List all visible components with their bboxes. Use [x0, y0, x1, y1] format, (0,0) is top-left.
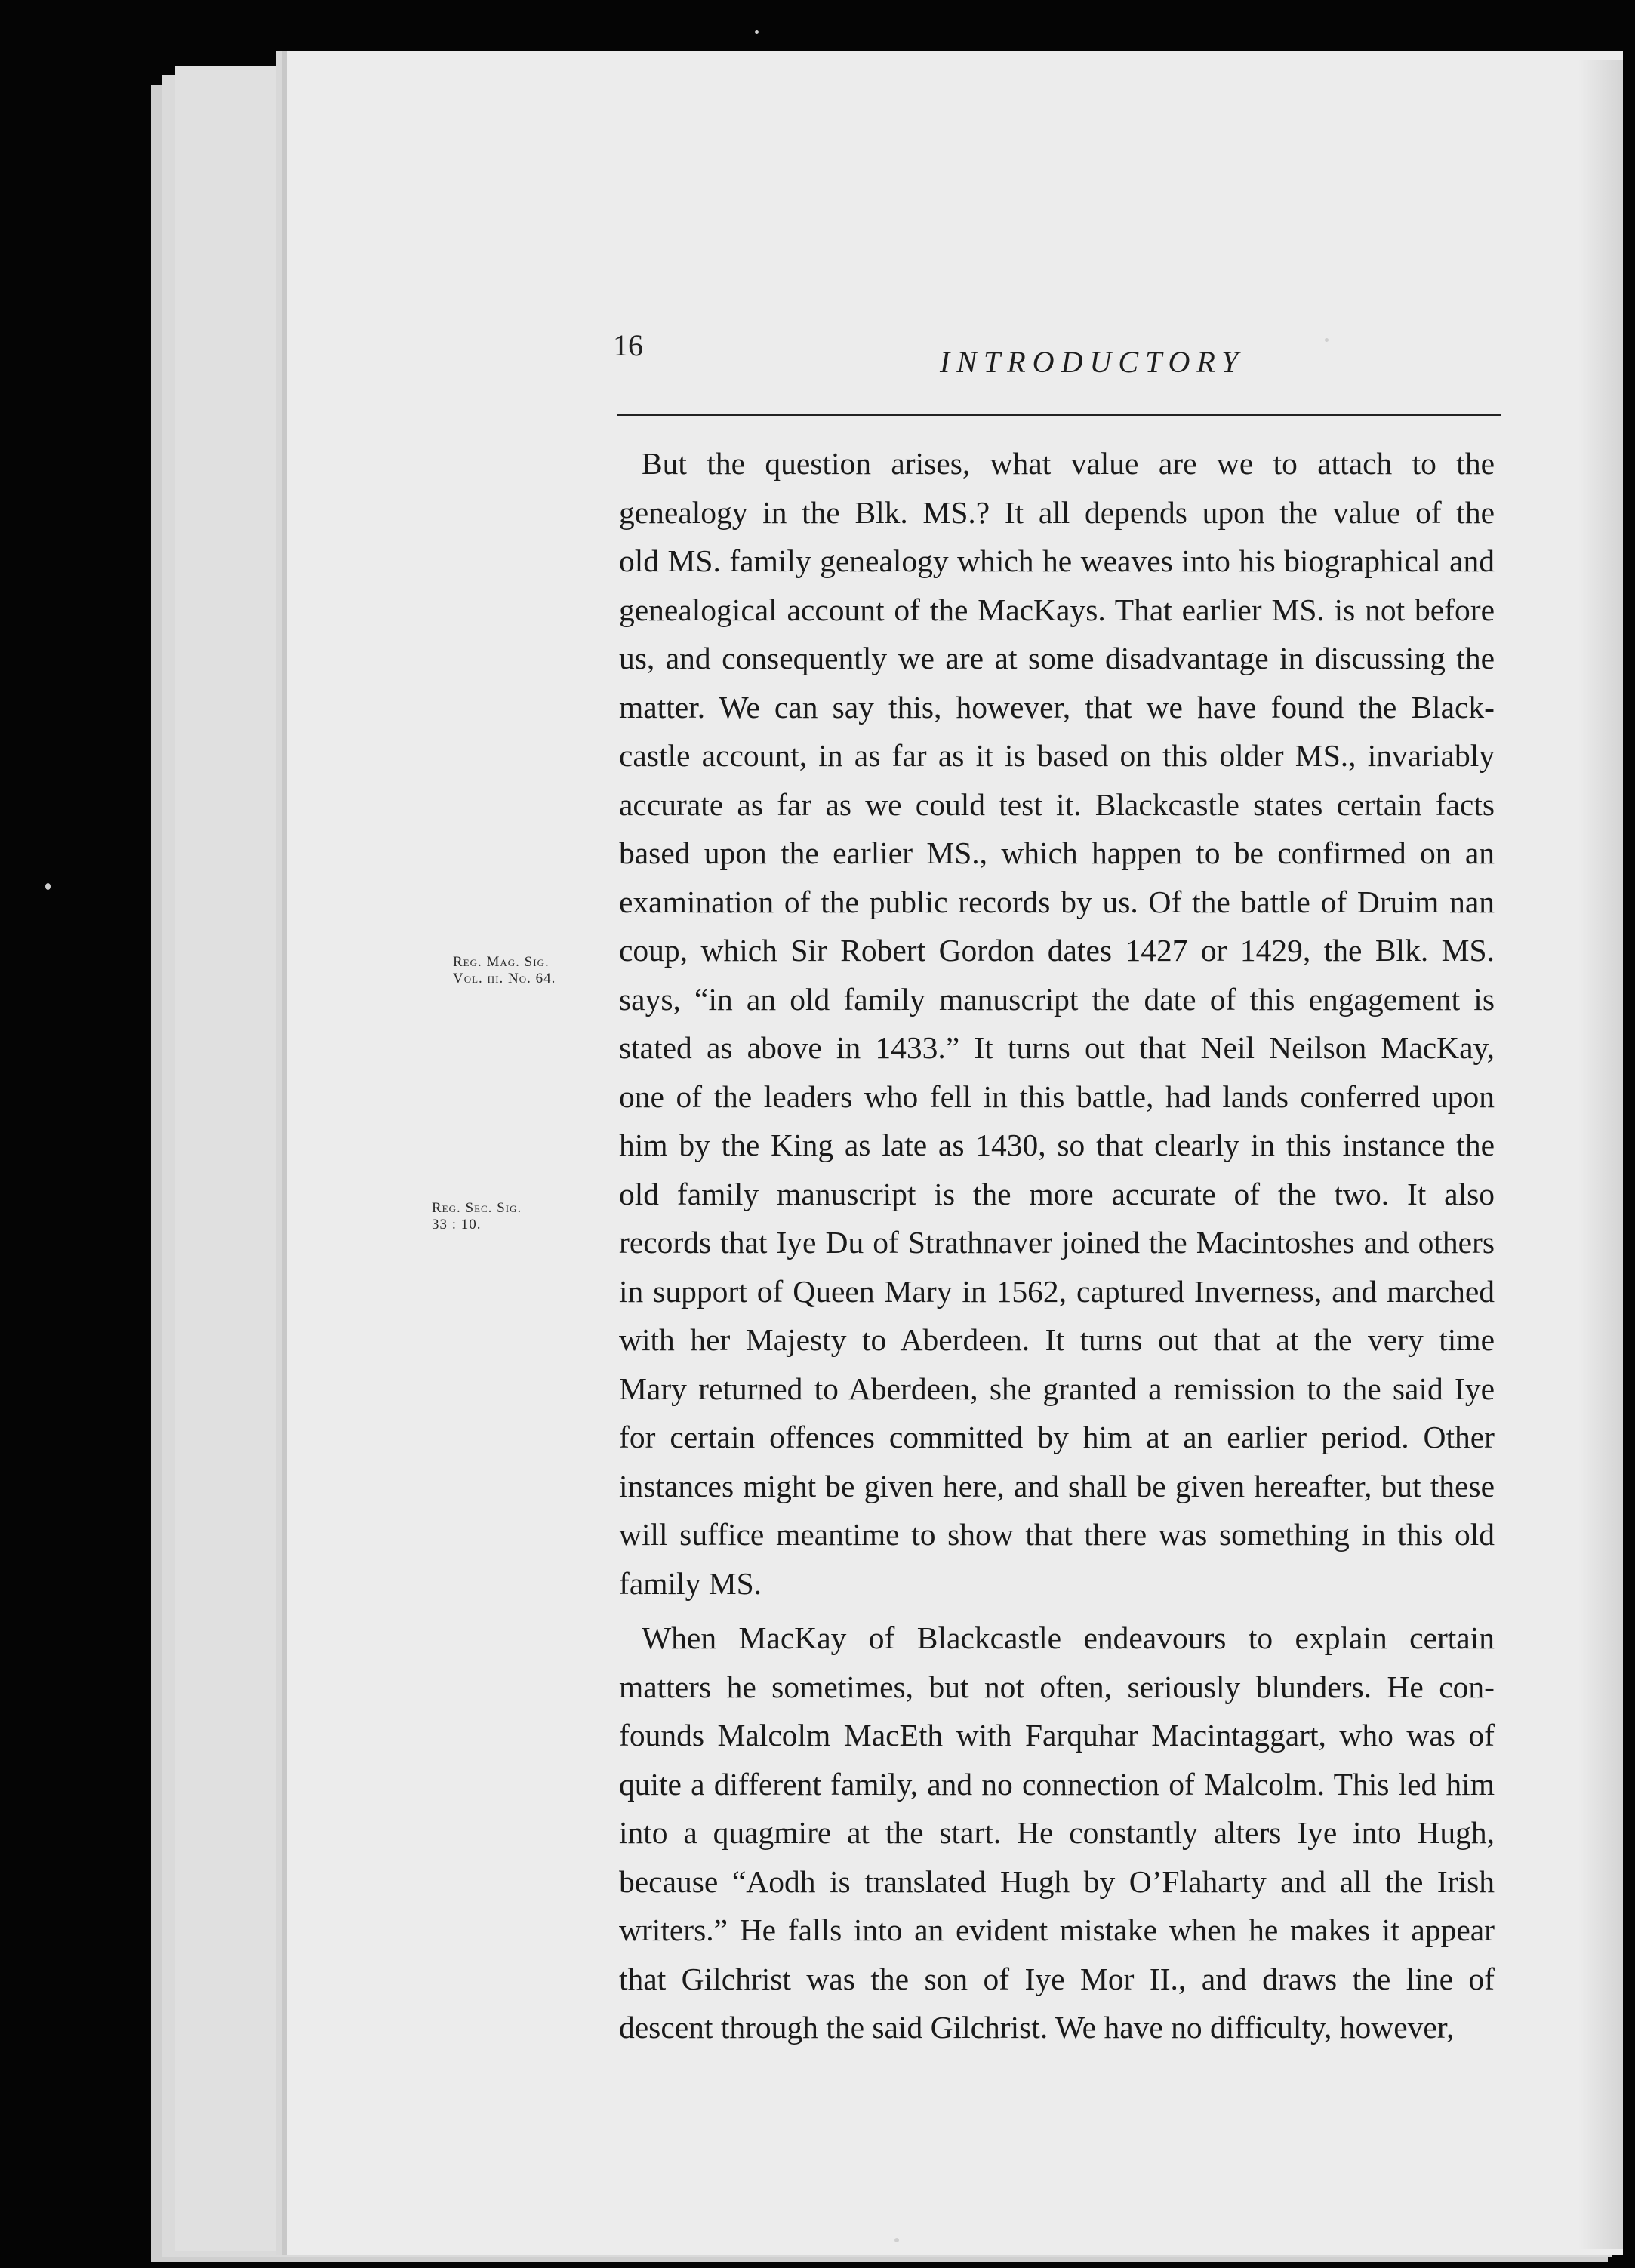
text-line: matters he sometimes, but not often, seriously blunders. He con- — [619, 1669, 1495, 1704]
page-number: 16 — [613, 328, 643, 362]
text-line: us, and consequently we are at some disadvantage in discussing the — [619, 641, 1495, 675]
header-rule — [617, 414, 1501, 416]
side-note-reg-mag-sig — [453, 954, 556, 987]
text-line: based upon the earlier MS., which happen to be confirmed on an — [619, 835, 1495, 870]
text-line: family MS. — [619, 1565, 762, 1601]
running-head: INTRODUCTORY — [940, 345, 1245, 379]
text-line: coup, which Sir Robert Gordon dates 1427 or 1429, the Blk. MS. — [619, 933, 1495, 968]
text-line: instances might be given here, and shall be given hereafter, but these — [619, 1468, 1495, 1503]
text-line: with her Majesty to Aberdeen. It turns out that at the very time — [619, 1322, 1495, 1357]
text-line: old MS. family genealogy which he weaves into his biographical and — [619, 543, 1495, 578]
text-line: accurate as far as we could test it. Blackcastle states certain facts — [619, 786, 1495, 822]
text-line: records that Iye Du of Strathnaver joined the Macintoshes and others — [619, 1225, 1495, 1260]
side-note-line: Reg. Sec. Sig. — [432, 1200, 522, 1216]
paper-speck — [755, 30, 759, 34]
paper-speck — [45, 883, 51, 890]
text-line: will suffice meantime to show that there was something in this old — [619, 1517, 1495, 1552]
text-line: But the question arises, what value are we to attach to the — [642, 446, 1495, 481]
side-note-line: Vol. iii. No. 64. — [453, 971, 556, 986]
text-line: Mary returned to Aberdeen, she granted a remission to the said Iye — [619, 1371, 1495, 1406]
side-note-line: Reg. Mag. Sig. — [453, 954, 550, 970]
side-note-reg-sec-sig — [432, 1200, 522, 1233]
side-note-line: 33 : 10. — [432, 1217, 482, 1232]
text-line: descent through the said Gilchrist. We have no difficulty, however, — [619, 2010, 1455, 2045]
text-line: that Gilchrist was the son of Iye Mor II., and draws the line of — [619, 1961, 1495, 1996]
spine-shadow — [1578, 60, 1623, 2249]
paragraph — [596, 439, 1495, 1608]
text-line: stated as above in 1433.” It turns out that Neil Neilson MacKay, — [619, 1030, 1495, 1065]
text-line: founds Malcolm MacEth with Farquhar Macintaggart, who was of — [619, 1718, 1495, 1753]
paper-speck — [894, 2238, 899, 2242]
text-line: for certain offences committed by him at an earlier period. Other — [619, 1420, 1495, 1454]
text-line: castle account, in as far as it is based on this older MS., invariably — [619, 738, 1495, 773]
body-text — [596, 439, 1495, 2052]
text-line: because “Aodh is translated Hugh by O’Flaharty and all the Irish — [619, 1863, 1495, 1899]
text-line: him by the King as late as 1430, so that clearly in this instance the — [619, 1128, 1495, 1162]
text-line: in support of Queen Mary in 1562, captured Inverness, and marched — [619, 1273, 1495, 1309]
text-line: matter. We can say this, however, that we have found the Black- — [619, 689, 1495, 725]
text-line: writers.” He falls into an evident mistake when he makes it appear — [619, 1913, 1495, 1947]
text-line: says, “in an old family manuscript the date of this engagement is — [619, 981, 1495, 1017]
text-line: old family manuscript is the more accurate of the two. It also — [619, 1176, 1495, 1211]
text-line: genealogical account of the MacKays. That earlier MS. is not before — [619, 592, 1495, 627]
text-line: quite a different family, and no connection of Malcolm. This led him — [619, 1766, 1495, 1802]
paragraph — [596, 1614, 1495, 2052]
text-line: into a quagmire at the start. He constantly alters Iye into Hugh, — [619, 1815, 1495, 1850]
text-line: When MacKay of Blackcastle endeavours to explain certain — [642, 1620, 1495, 1655]
text-line: examination of the public records by us. Of the battle of Druim nan — [619, 884, 1495, 919]
text-line: genealogy in the Blk. MS.? It all depends upon the value of the — [619, 494, 1495, 530]
paper-speck — [1325, 338, 1329, 342]
text-line: one of the leaders who fell in this battle, had lands conferred upon — [619, 1079, 1495, 1114]
